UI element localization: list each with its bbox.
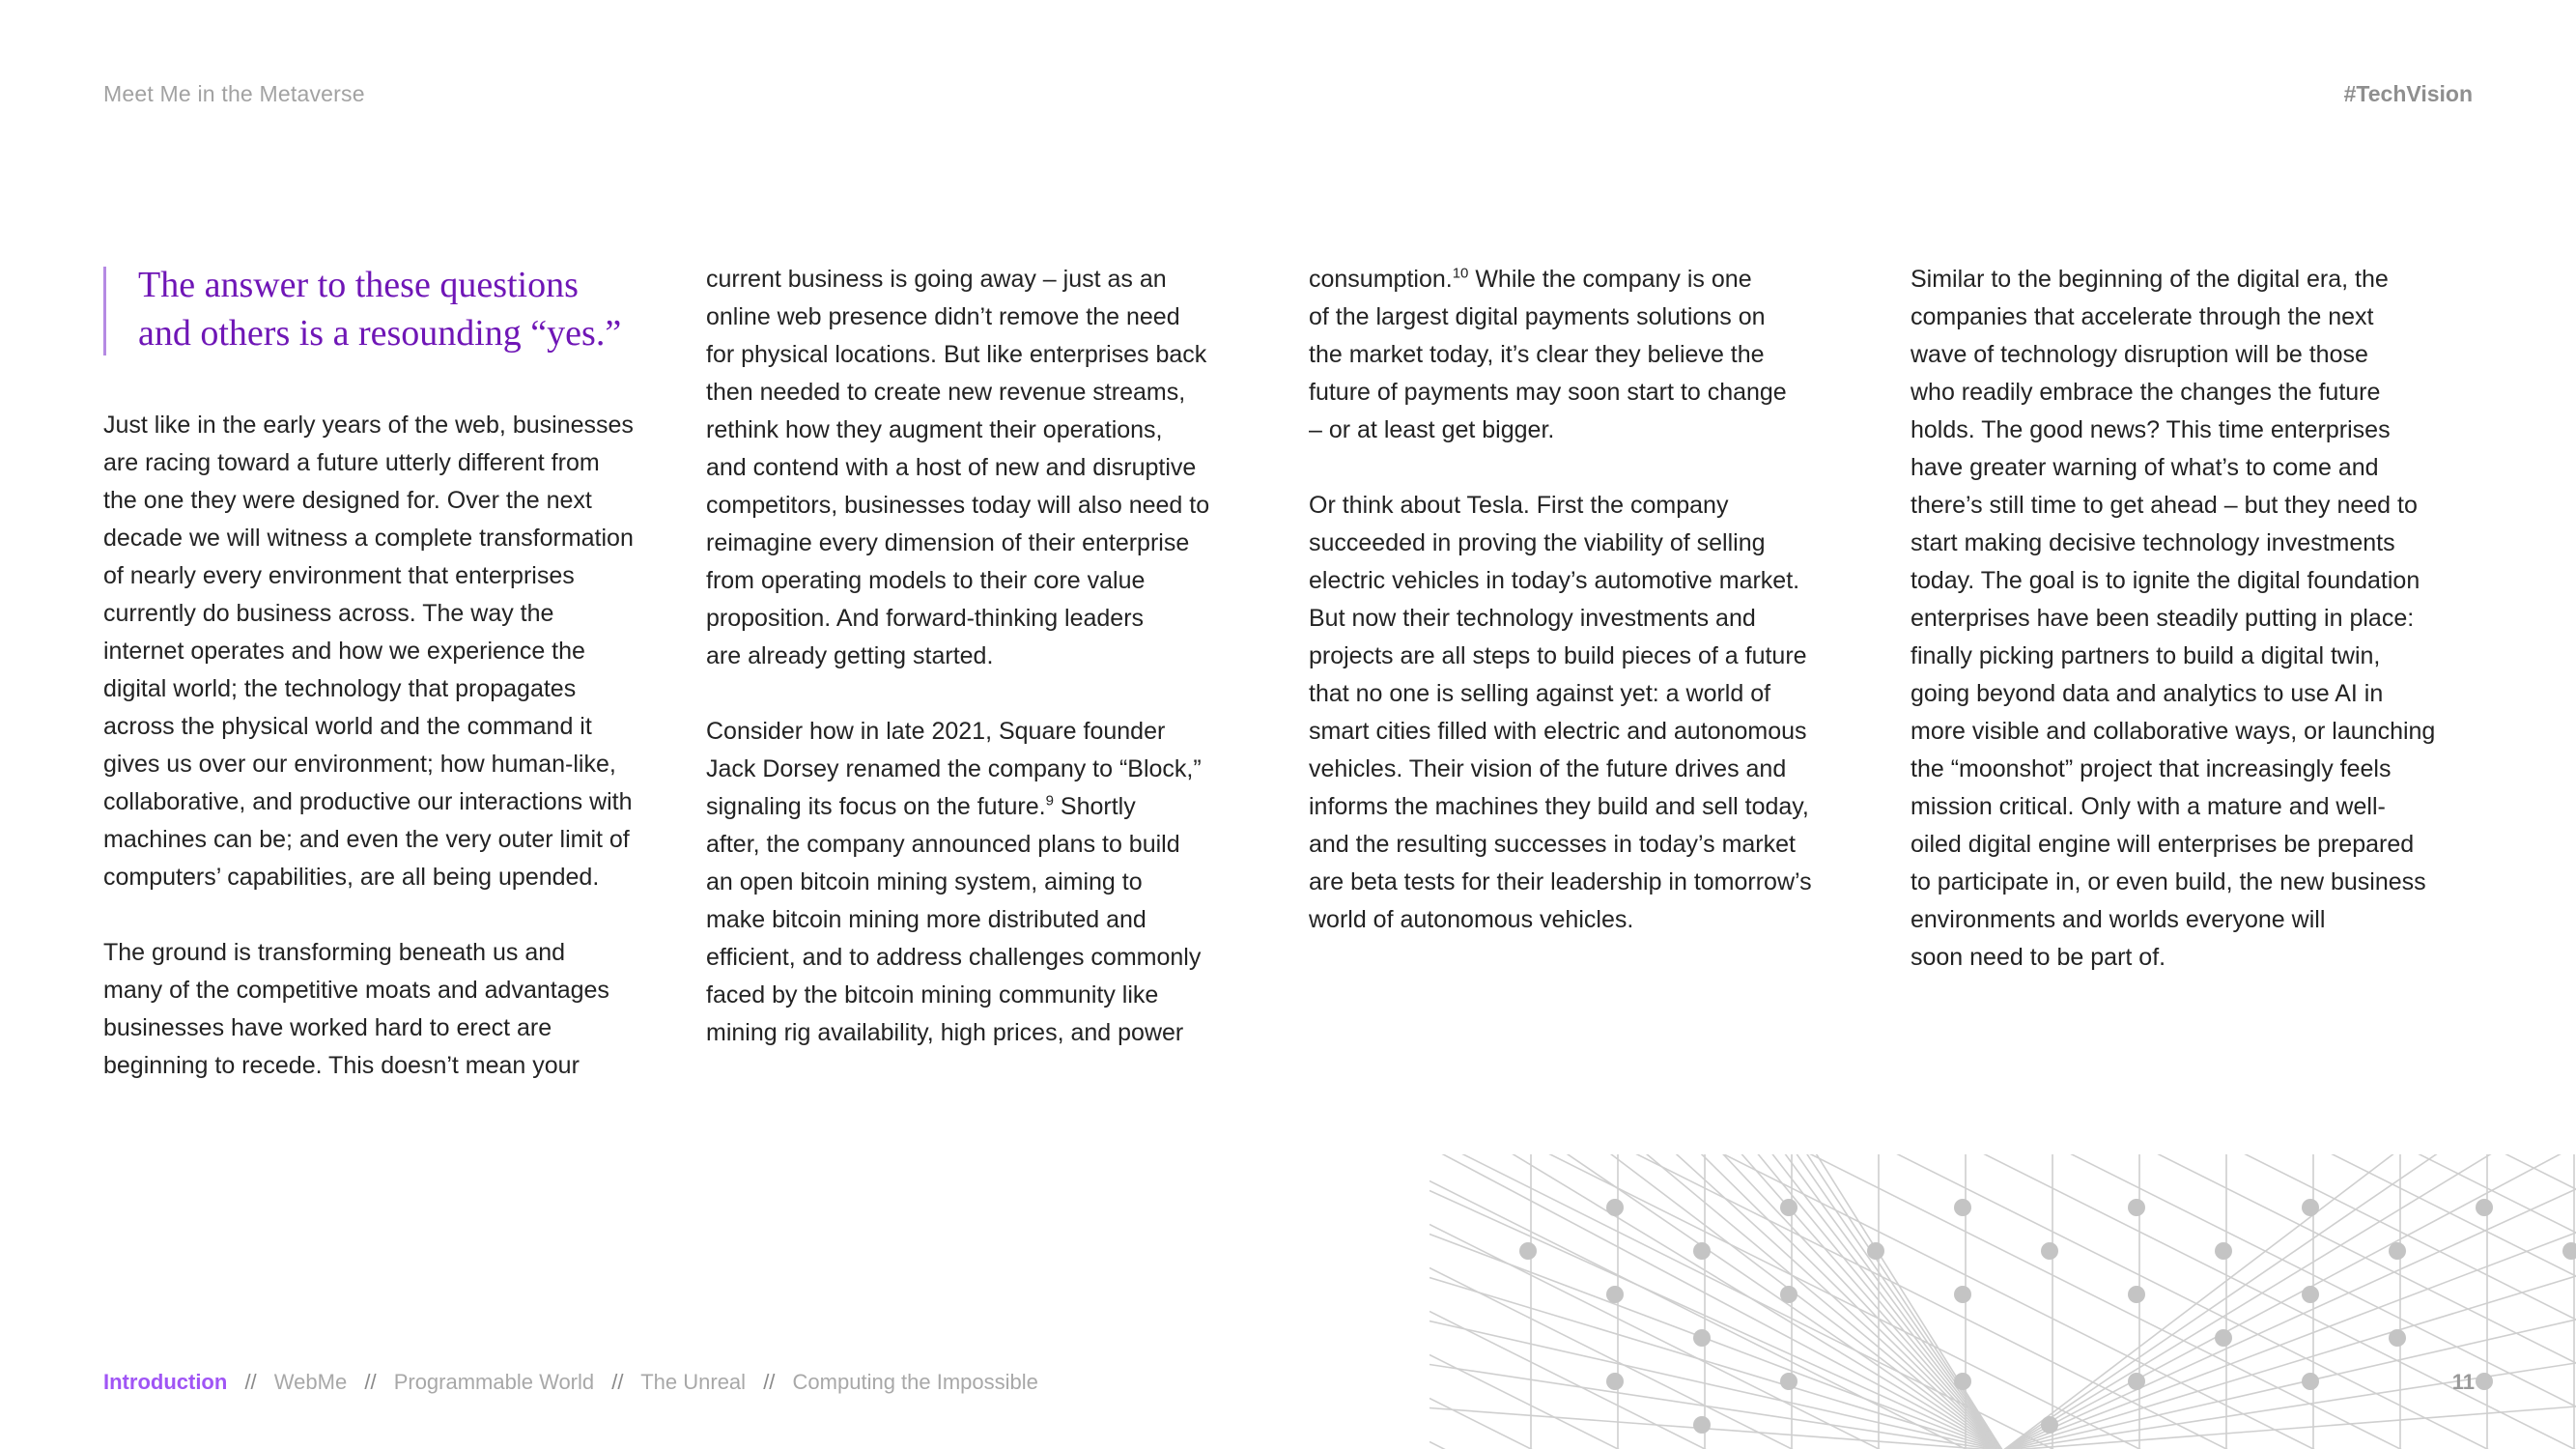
pattern-line <box>1430 1189 2576 1449</box>
pattern-dot <box>1954 1286 1971 1303</box>
nav-item-webme[interactable]: WebMe <box>273 1370 348 1394</box>
footer-section-nav <box>103 1370 1038 1395</box>
nav-separator: // <box>763 1370 776 1394</box>
pattern-dot <box>1693 1416 1711 1434</box>
pattern-line <box>1430 1442 2576 1449</box>
pattern-dot <box>2215 1242 2232 1260</box>
paragraph: Just like in the early years of the web, businesses are racing toward a future utterly different from the one they were designed for. Over the next decade we will witness a complete transformation of nearly every environment that enterprises currently do business across. The way the internet operates and how we experience the digital world; the technology that propagates across the physical world and the command it gives us over our environment; how human-like, collaborative, and productive our interactions with machines can be; and even the very outer limit of computers’ capabilities, are all being upended. <box>103 412 634 891</box>
pattern-lines <box>1430 1154 2576 1449</box>
pattern-dot <box>2389 1329 2406 1347</box>
pattern-dot <box>2476 1373 2493 1390</box>
pattern-line <box>1430 1154 2576 1449</box>
pattern-line <box>1430 1154 2576 1449</box>
pattern-dot <box>2562 1242 2576 1260</box>
pattern-dot <box>2302 1286 2319 1303</box>
pattern-dot <box>1780 1286 1798 1303</box>
pattern-line <box>1430 1154 2576 1449</box>
pattern-line <box>1430 1154 2576 1233</box>
nav-separator: // <box>611 1370 624 1394</box>
pattern-line <box>1430 1154 2576 1449</box>
pattern-line <box>1430 1154 2576 1449</box>
pattern-dot <box>2215 1329 2232 1347</box>
pattern-dot <box>1954 1373 1971 1390</box>
page-number: 11 <box>2451 1370 2475 1394</box>
text-column-4 <box>1911 261 2471 977</box>
pattern-line <box>1430 1154 2576 1449</box>
pattern-line <box>1430 1154 2576 1449</box>
pattern-dot <box>2476 1199 2493 1216</box>
pattern-dot <box>1519 1242 1537 1260</box>
pattern-line <box>1430 1154 2576 1449</box>
paragraph: The ground is transforming beneath us and many of the competitive moats and advantages businesses have worked hard to erect are beginning to recede. This doesn’t mean your <box>103 939 609 1079</box>
pattern-line <box>1430 1408 2576 1449</box>
pattern-dot <box>2128 1373 2145 1390</box>
paragraph: Similar to the beginning of the digital era, the companies that accelerate through the next wave of technology disruption will be those who readily embrace the changes the future holds. The good news? This time enterprises have greater warning of what’s to come and there’s still time to get ahead – but they need to start making decisive technology investments today. The goal is to ignite the digital foundation enterprises have been steadily putting in place: finally picking partners to build a digital twin, going beyond data and analytics to use AI in more visible and collaborative ways, or launching the “moonshot” project that increasingly feels mission critical. Only with a mature and well- oiled digital engine will enterprises be prepared to participate in, or even build, the new business environments and worlds everyone will soon need to be part of. <box>1911 266 2436 971</box>
pattern-line <box>1430 1154 2576 1449</box>
pattern-dot <box>2302 1373 2319 1390</box>
paragraph <box>1309 261 1879 449</box>
paragraph-text: While the company is one of the largest digital payments solutions on the market today, it’s clear they believe the future of payments may soon start to change – or at least get bigger. <box>1309 266 1787 443</box>
pattern-line <box>1430 1154 2576 1449</box>
pattern-dot <box>1780 1373 1798 1390</box>
pattern-line <box>1430 1181 2576 1449</box>
paragraph-text: Shortly after, the company announced plans to build an open bitcoin mining system, aiming to make bitcoin mining more distributed and efficient, and to address challenges commonly faced by the bitcoin mining community like mining rig availability, high prices, and power <box>706 793 1202 1046</box>
pattern-dot <box>1606 1286 1624 1303</box>
pattern-line <box>1430 1406 2576 1449</box>
pattern-dot <box>2302 1199 2319 1216</box>
pattern-line <box>1430 1154 2576 1449</box>
pattern-dot <box>1867 1242 1884 1260</box>
pattern-line <box>1430 1154 2576 1449</box>
pattern-dot <box>2041 1416 2058 1434</box>
pattern-line <box>1430 1154 2576 1363</box>
nav-separator: // <box>244 1370 257 1394</box>
nav-separator: // <box>364 1370 377 1394</box>
pattern-line <box>1430 1355 2576 1449</box>
nav-item-introduction[interactable]: Introduction <box>103 1370 228 1394</box>
nav-item-computing-the-impossible[interactable]: Computing the Impossible <box>792 1370 1038 1394</box>
pattern-line <box>1430 1363 2576 1449</box>
pattern-line <box>1430 1154 2576 1449</box>
pattern-line <box>1430 1154 2576 1449</box>
hashtag: #TechVision <box>2343 81 2473 106</box>
footnote-marker[interactable]: 9 <box>1045 792 1054 810</box>
paragraph-text: consumption. <box>1309 266 1453 293</box>
pattern-dot <box>1780 1199 1798 1216</box>
pattern-line <box>1430 1154 2576 1449</box>
pattern-line <box>1430 1154 2576 1449</box>
pattern-line <box>1430 1154 2576 1449</box>
pattern-line <box>1430 1276 2576 1449</box>
pattern-line <box>1430 1154 2576 1449</box>
pattern-dot <box>2128 1199 2145 1216</box>
triangle-dot-pattern <box>1430 1154 2576 1449</box>
pattern-line <box>1430 1154 2576 1449</box>
pattern-dot <box>1954 1199 1971 1216</box>
text-column-1 <box>103 261 659 1085</box>
pattern-line <box>1430 1154 2576 1449</box>
pattern-dot <box>1606 1373 1624 1390</box>
pattern-dot <box>2128 1286 2145 1303</box>
pattern-dot <box>2041 1242 2058 1260</box>
running-title: Meet Me in the Metaverse <box>103 81 365 106</box>
paragraph <box>706 713 1276 1052</box>
nav-item-the-unreal[interactable]: The Unreal <box>640 1370 747 1394</box>
pattern-line <box>1430 1154 2576 1189</box>
pattern-line <box>1430 1154 2576 1449</box>
paragraph-text: Consider how in late 2021, Square founder Jack Dorsey renamed the company to “Block,” signaling its focus on the future. <box>706 718 1202 820</box>
pattern-line <box>1430 1154 2576 1449</box>
pattern-line <box>1430 1154 2576 1406</box>
pattern-line <box>1430 1154 2576 1449</box>
pattern-dot <box>2389 1242 2406 1260</box>
pattern-line <box>1430 1154 2576 1276</box>
pull-quote: The answer to these questions and others is a resounding “yes.” <box>103 261 659 357</box>
pattern-dot <box>1606 1199 1624 1216</box>
paragraph: current business is going away – just as an online web presence didn’t remove the need for physical locations. But like enterprises back then needed to create new revenue streams, rethink how they augment their operations, and contend with a host of new and disruptive competitors, businesses today will also need to reimagine every dimension of their enterprise from operating models to their core value proposition. And forward-thinking leaders are already getting started. <box>706 266 1210 669</box>
pattern-line <box>1430 1154 2576 1449</box>
text-column-3 <box>1309 261 1879 939</box>
pattern-line <box>1430 1154 2576 1449</box>
footnote-marker[interactable]: 10 <box>1452 265 1469 282</box>
pattern-dot <box>1693 1242 1711 1260</box>
text-column-2 <box>706 261 1276 1052</box>
paragraph: Or think about Tesla. First the company succeeded in proving the viability of selling electric vehicles in today’s automotive market. But now their technology investments and projects are all steps to build pieces of a future that no one is selling against yet: a world of smart cities filled with electric and autonomous vehicles. Their vision of the future drives and informs the machines they build and sell today, and the resulting successes in today’s market are beta tests for their leadership in tomorrow’s world of autonomous vehicles. <box>1309 492 1812 933</box>
pattern-dot <box>1693 1329 1711 1347</box>
nav-item-programmable-world[interactable]: Programmable World <box>393 1370 595 1394</box>
pattern-line <box>1430 1154 2576 1449</box>
